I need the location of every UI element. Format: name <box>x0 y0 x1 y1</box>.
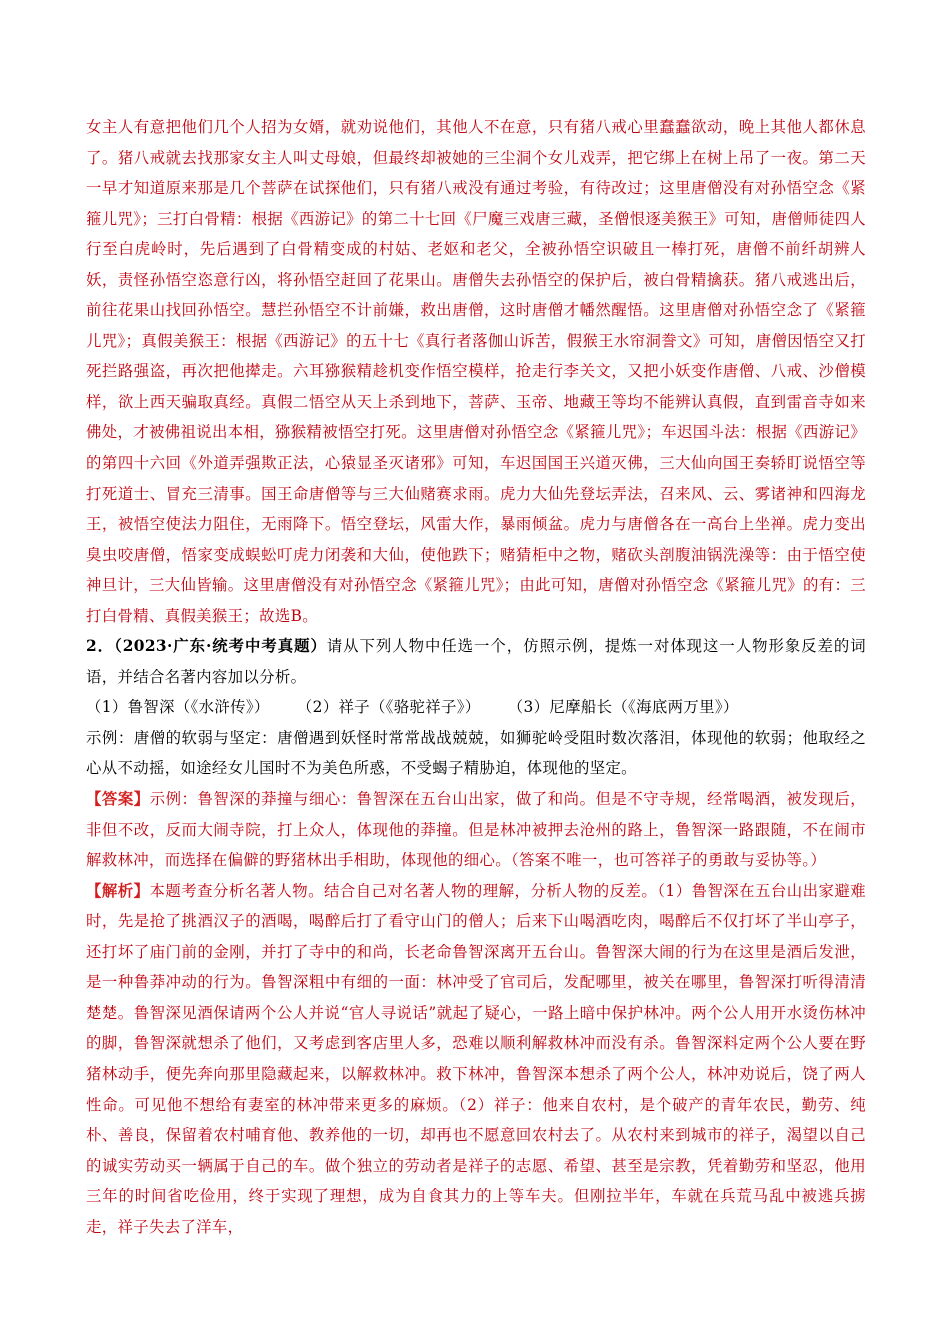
previous-analysis-text: 女主人有意把他们几个人招为女婿，就劝说他们，其他人不在意，只有猪八戒心里蠢蠢欲动，晚上其他人都休息了。猪八戒就去找那家女主人叫丈母娘，但最终却被她的三尘洞个女儿戏弄，把它绑上在树上吊了一夜。第二天一早才知道原来那是几个菩萨在试探他们，只有猪八戒没有通过考验，有待改过；这里唐僧没有对孙悟空念《紧箍儿咒》；三打白骨精：根据《西游记》的第二十七回《尸魔三戏唐三藏，圣僧恨逐美猴王》可知，唐僧师徒四人行至白虎岭时，先后遇到了白骨精变成的村姑、老妪和老父，全被孙悟空识破且一棒打死，唐僧不前纤胡辨人妖，责怪孙悟空恣意行凶，将孙悟空赶回了花果山。唐僧失去孙悟空的保护后，被白骨精擒获。猪八戒逃出后，前往花果山找回孙悟空。慧拦孙悟空不计前嫌，救出唐僧，这时唐僧才幡然醒悟。这里唐僧对孙悟空念了《紧箍儿咒》；真假美猴王：根据《西游记》的五十七《真行者落伽山诉苦，假猴王水帘洞誊文》可知，唐僧因悟空又打死拦路强盗，再次把他撵走。六耳猕猴精趁机变作悟空模样，抢走行李关文，又把小妖变作唐僧、八戒、沙僧模样，欲上西天骗取真经。真假二悟空从天上杀到地下，菩萨、玉帝、地藏王等均不能辨认真假，直到雷音寺如来佛处，才被佛祖说出本相，猕猴精被悟空打死。这里唐僧对孙悟空念《紧箍儿咒》；车迟国斗法：根据《西游记》的第四十六回《外道弄强欺正法，心猿显圣灭诸邪》可知，车迟国国王兴道灭佛，三大仙向国王奏轿盯说悟空等打死道士、冒充三清事。国王命唐僧等与三大仙赌赛求雨。虎力大仙先登坛弄法，召来风、云、雾诸神和四海龙王，被悟空使法力阻住，无雨降下。悟空登坛，风雷大作，暴雨倾盆。虎力与唐僧各在一高台上坐禅。虎力变出臭虫咬唐僧，悟家变成蜈蚣叮虎力闭袭和大仙，使他跌下；赌猜柜中之物，赌砍头剖腹油锅洗澡等：由于悟空使神旦计，三大仙皆输。这里唐僧没有对孙悟空念《紧箍儿咒》；由此可知，唐僧对孙悟空念《紧箍儿咒》的有：三打白骨精、真假美猴王；故选B。 <box>86 118 866 625</box>
option-3: （3）尼摩船长（《海底两万里》） <box>507 698 739 717</box>
question-number: 2． <box>86 637 115 656</box>
answer-block <box>86 784 866 876</box>
analysis-tag: 【解析】 <box>86 881 150 900</box>
question-prompt: 请从下列人物中任选一个，仿照示例，提炼一对体现这一人物形象反差的词语，并结合名著内容加以分析。 <box>86 637 866 686</box>
question-example: 示例：唐僧的软弱与坚定：唐僧遇到妖怪时常常战战兢兢，如狮驼岭受阻时数次落泪，体现他的软弱；他取经之心从不动摇，如途经女儿国时不为美色所惑，不受蝎子精胁迫，体现他的坚定。 <box>86 728 866 778</box>
option-1: （1）鲁智深（《水浒传》） <box>86 698 270 717</box>
analysis-block <box>86 876 866 1243</box>
question-source: （2023·广东·统考中考真题） <box>114 637 327 656</box>
question-2 <box>86 631 866 692</box>
analysis-text: 本题考查分析名著人物。结合自己对名著人物的理解，分析人物的反差。（1）鲁智深在五台山出家避难时，先是抢了挑酒汉子的酒喝，喝醉后打了看守山门的僧人；后来下山喝酒吃肉，喝醉后不仅打坏了半山亭子，还打坏了庙门前的金刚，并打了寺中的和尚，长老命鲁智深离开五台山。鲁智深大闹的行为在这里是酒后发泄，是一种鲁莽冲动的行为。鲁智深粗中有细的一面：林冲受了官司后，发配哪里，被关在哪里，鲁智深打听得清清楚楚。鲁智深见酒保请两个公人并说“官人寻说话”就起了疑心，一路上暗中保护林冲。两个公人用开水烫伤林冲的脚，鲁智深就想杀了他们，又考虑到客店里人多，恐难以顺利解救林冲而没有杀。鲁智深料定两个公人要在野猪林动手，便先奔向那里隐藏起来，以解救林冲。救下林冲，鲁智深本想杀了两个公人，林冲劝说后，饶了两人性命。可见他不想给有妻室的林冲带来更多的麻烦。（2）祥子：他来自农村，是个破产的青年农民，勤劳、纯朴、善良，保留着农村哺育他、教养他的一切，却再也不愿意回农村去了。从农村来到城市的祥子，渴望以自己的诚实劳动买一辆属于自己的车。做个独立的劳动者是祥子的志愿、希望、甚至是宗教，凭着勤劳和坚忍，他用三年的时间省吃俭用，终于实现了理想，成为自食其力的上等车夫。但刚拉半年，车就在兵荒马乱中被逃兵掳走，祥子失去了洋车， <box>86 881 866 1236</box>
question-options <box>86 692 866 723</box>
answer-text: 示例：鲁智深的莽撞与细心：鲁智深在五台山出家，做了和尚。但是不守寺规，经常喝酒，被发现后，非但不改，反而大闹寺院，打上众人，体现他的莽撞。但是林冲被押去沧州的路上，鲁智深一路跟随，不在闹市解救林冲，而选择在偏僻的野猪林出手相助，体现他的细心。（答案不唯一，也可答祥子的勇敢与妥协等。） <box>86 790 866 870</box>
answer-tag: 【答案】 <box>86 790 150 809</box>
document-page <box>86 112 866 1242</box>
option-2: （2）祥子（《骆驼祥子》） <box>296 698 481 717</box>
